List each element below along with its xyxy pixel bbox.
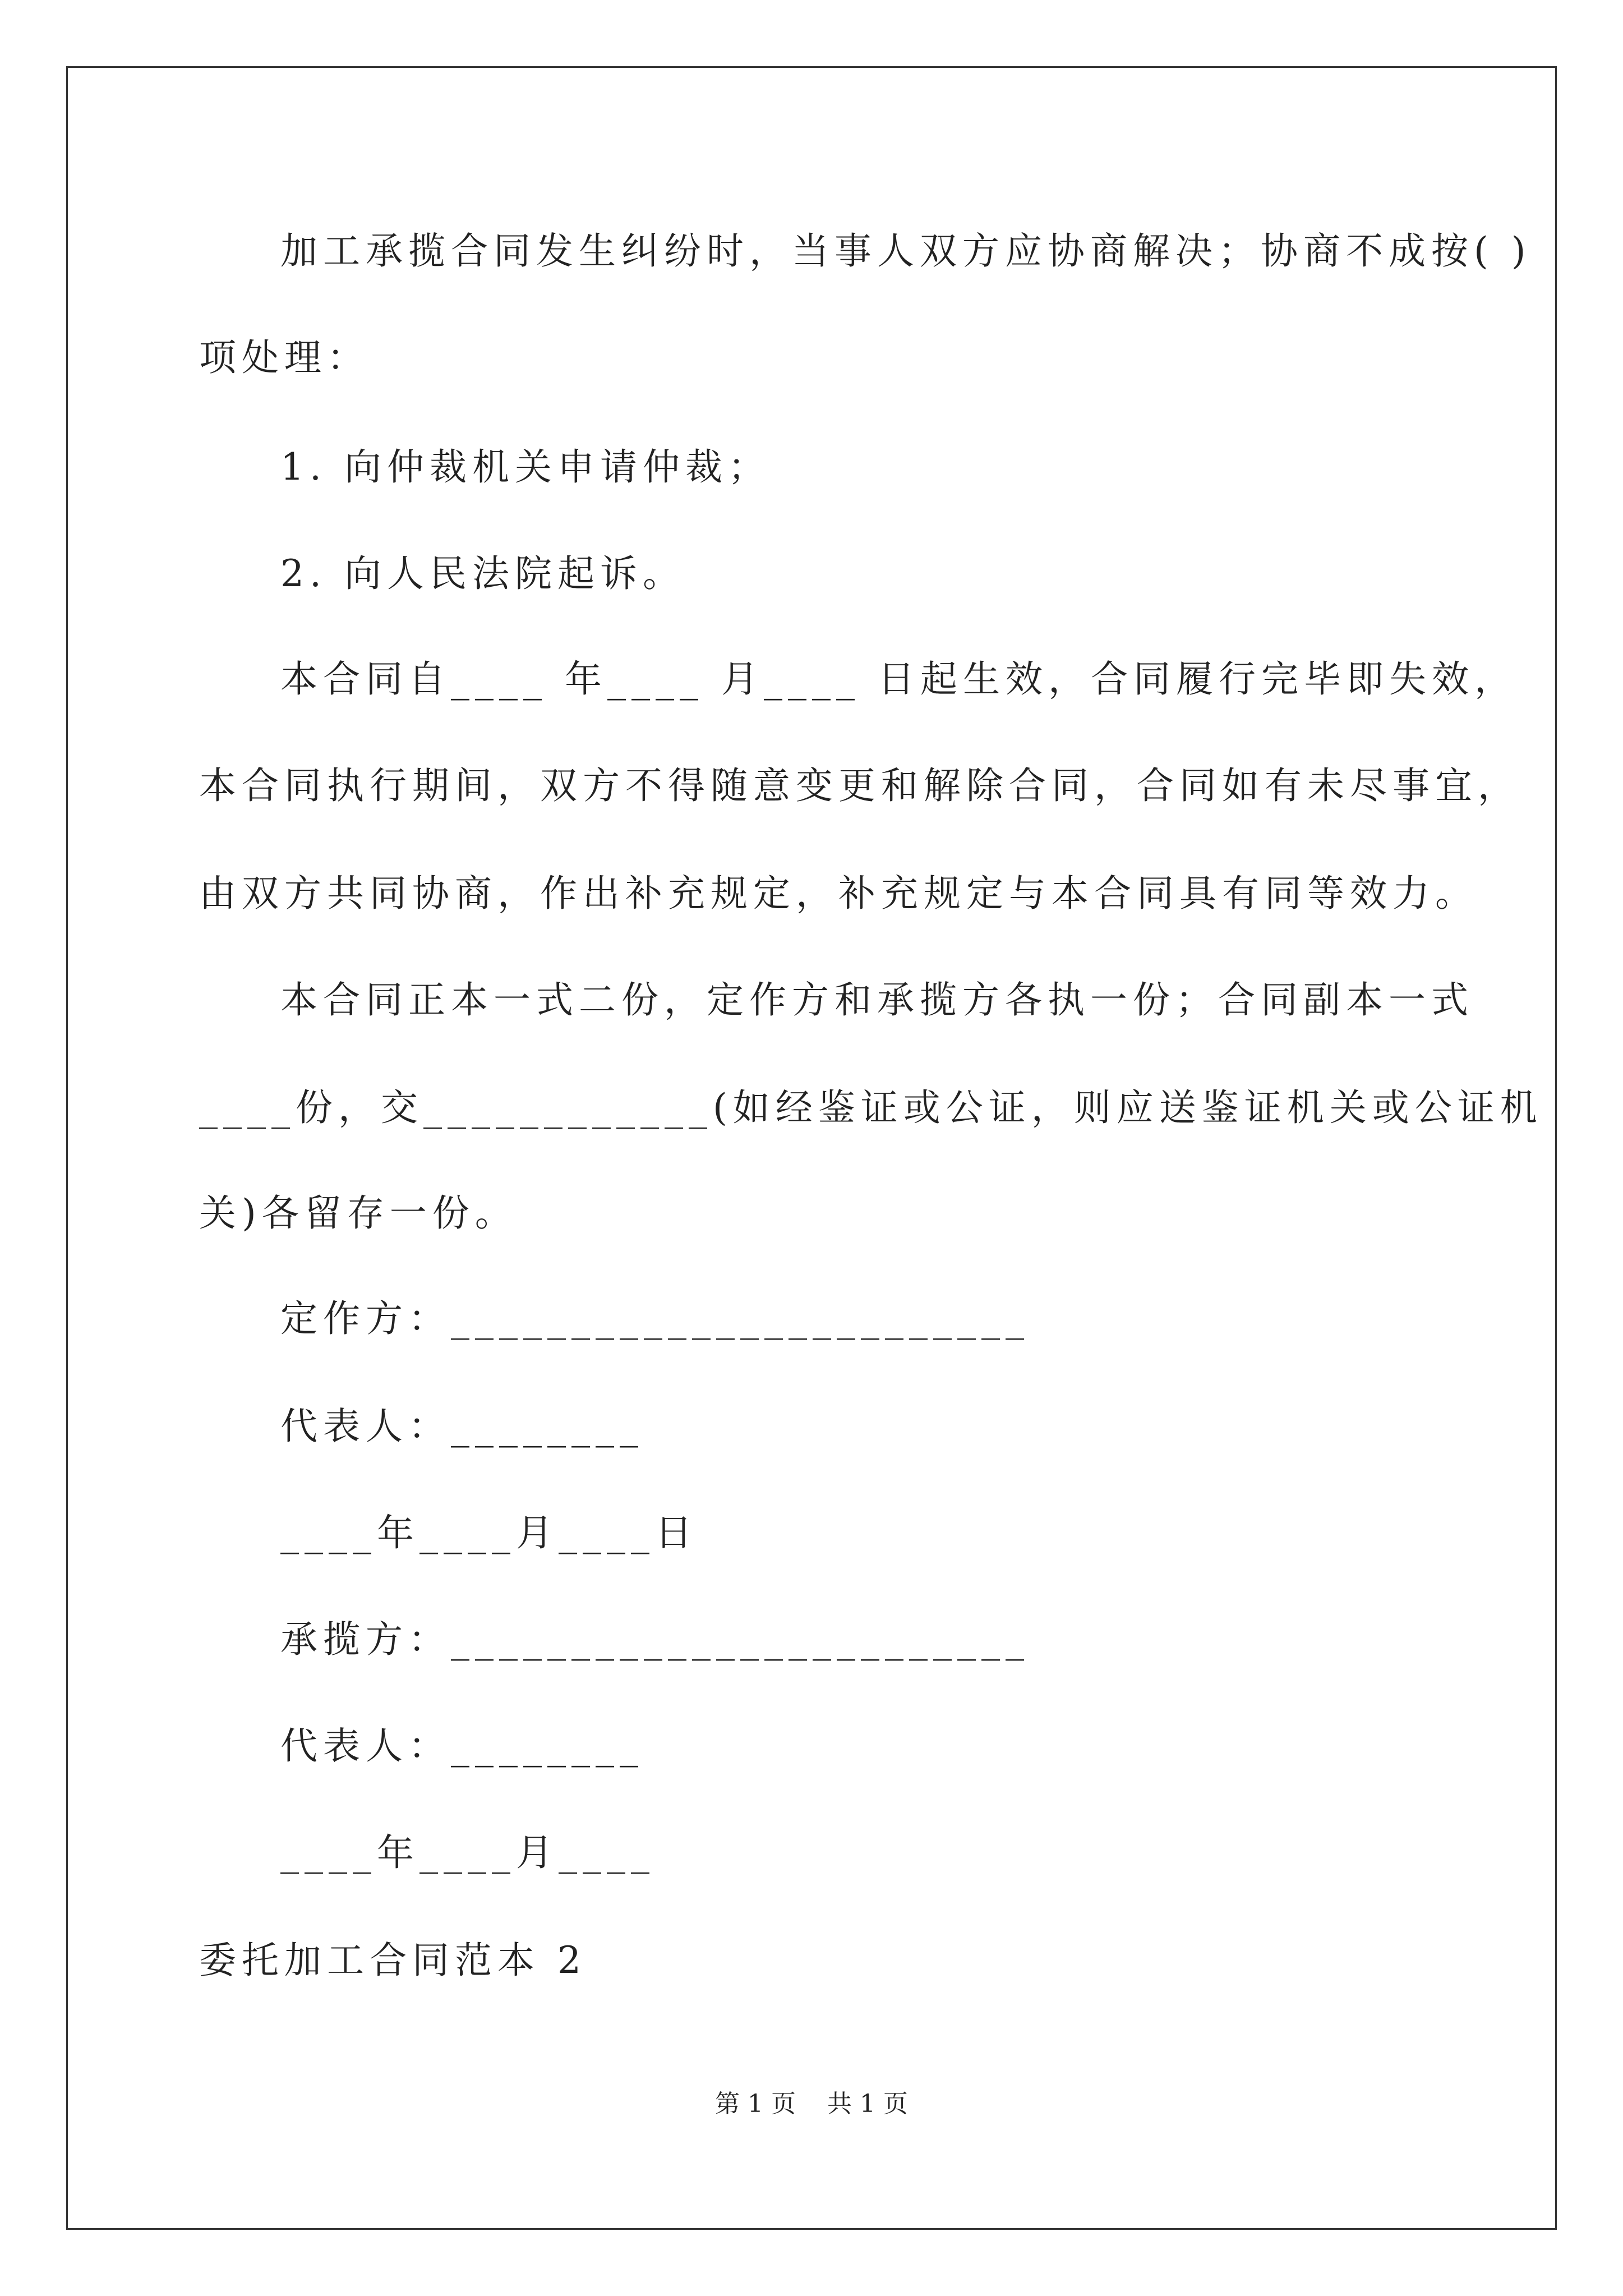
- signature-orderer: 定作方：________________________: [280, 1297, 1030, 1340]
- paragraph-effect-line-3: 由双方共同协商，作出补充规定，补充规定与本合同具有同等效力。: [199, 872, 1478, 915]
- signature-contractor-date: ____年____月____: [280, 1831, 655, 1874]
- option-arbitration: 1. 向仲裁机关申请仲裁；: [280, 445, 771, 489]
- paragraph-effect-line-2: 本合同执行期间，双方不得随意变更和解除合同，合同如有未尽事宜，: [199, 764, 1520, 807]
- paragraph-dispute-line-1: 加工承揽合同发生纠纷时，当事人双方应协商解决；协商不成按( ): [280, 229, 1532, 273]
- signature-contractor: 承揽方：________________________: [280, 1618, 1030, 1661]
- paragraph-copies-line-3: 关)各留存一份。: [199, 1191, 518, 1235]
- option-lawsuit: 2. 向人民法院起诉。: [280, 552, 685, 595]
- paragraph-copies-line-2: ____份，交____________(如经鉴证或公证，则应送鉴证机关或公证机: [199, 1086, 1543, 1129]
- page-frame: [66, 66, 1557, 2230]
- signature-orderer-representative: 代表人：________: [280, 1405, 644, 1448]
- section-heading: 委托加工合同范本 2: [199, 1939, 587, 1982]
- page-number: 第 1 页 共 1 页: [715, 2090, 908, 2118]
- signature-orderer-date: ____年____月____日: [280, 1511, 698, 1554]
- signature-contractor-representative: 代表人：________: [280, 1724, 644, 1768]
- paragraph-effect-line-1: 本合同自____ 年____ 月____ 日起生效，合同履行完毕即失效，: [280, 657, 1517, 701]
- paragraph-copies-line-1: 本合同正本一式二份，定作方和承揽方各执一份；合同副本一式: [280, 978, 1474, 1022]
- paragraph-dispute-line-2: 项处理：: [199, 336, 370, 379]
